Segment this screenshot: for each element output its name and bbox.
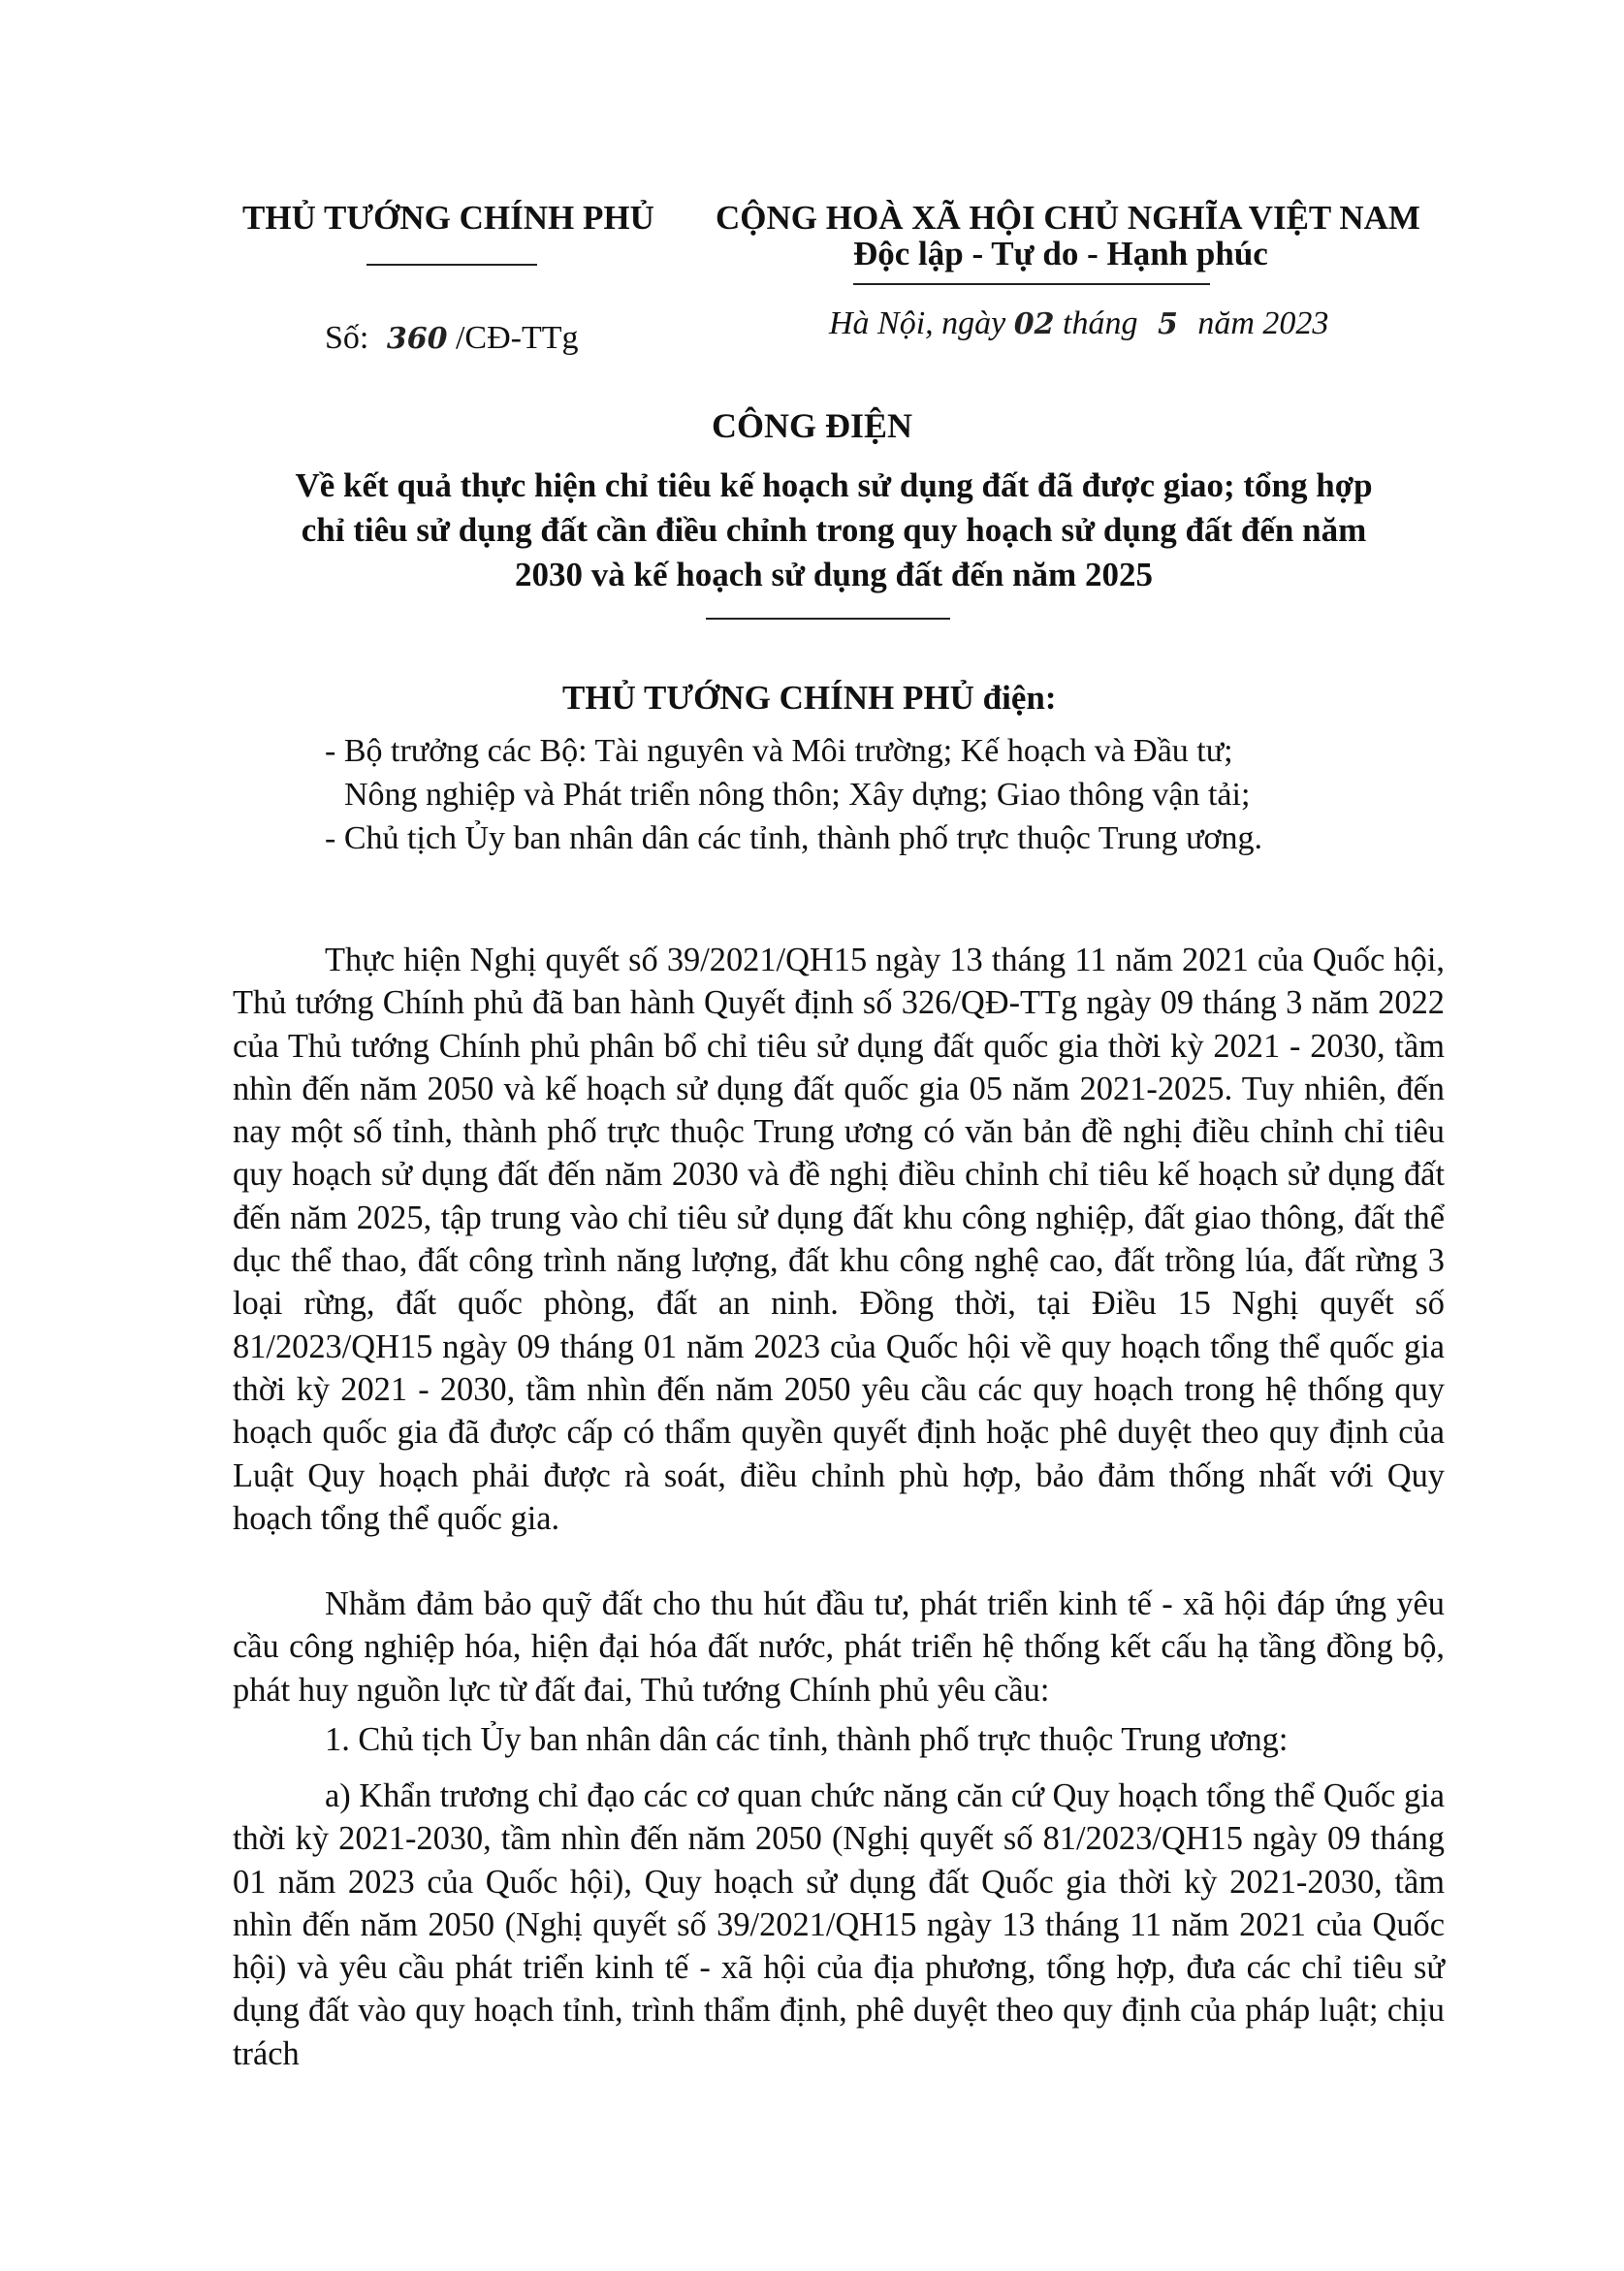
body-paragraph-3: 1. Chủ tịch Ủy ban nhân dân các tỉnh, thành phố trực thuộc Trung ương:: [325, 1721, 1289, 1758]
issue-date: [829, 305, 1328, 342]
issuing-agency: THỦ TƯỚNG CHÍNH PHỦ: [242, 199, 654, 237]
subject-line: chỉ tiêu sử dụng đất cần điều chỉnh trong quy hoạch sử dụng đất đến năm: [301, 511, 1367, 549]
recipient-line: Nông nghiệp và Phát triển nông thôn; Xây dựng; Giao thông vận tải;: [344, 777, 1251, 813]
subject-line: Về kết quả thực hiện chỉ tiêu kế hoạch sử dụng đất đã được giao; tổng hợp: [295, 466, 1373, 504]
handwritten-day: 02: [1013, 307, 1055, 341]
body-paragraph-2: Nhằm đảm bảo quỹ đất cho thu hút đầu tư, phát triển kinh tế - xã hội đáp ứng yêu cầu công nghiệp hóa, hiện đại hóa đất nước, phát triển hệ thống kết cấu hạ tầng đồng bộ, phát huy nguồn lực từ đất đai, Thủ tướng Chính phủ yêu cầu:: [233, 1585, 1445, 1709]
document-number: [325, 320, 579, 357]
date-prefix: Hà Nội, ngày: [829, 305, 1006, 341]
subject-underline: [706, 618, 950, 620]
handwritten-number: 360: [386, 322, 448, 356]
recipient-line: - Bộ trưởng các Bộ: Tài nguyên và Môi trường; Kế hoạch và Đầu tư;: [325, 733, 1233, 769]
number-suffix: /CĐ-TTg: [455, 320, 579, 356]
sender-line: THỦ TƯỚNG CHÍNH PHỦ điện:: [562, 679, 1057, 717]
national-motto: Độc lập - Tự do - Hạnh phúc: [853, 235, 1268, 272]
date-year: năm 2023: [1197, 305, 1329, 341]
number-prefix: Số:: [325, 320, 369, 356]
document-type: CÔNG ĐIỆN: [711, 406, 913, 445]
body-paragraph-1: Thực hiện Nghị quyết số 39/2021/QH15 ngày 13 tháng 11 năm 2021 của Quốc hội, Thủ tướng Chính phủ đã ban hành Quyết định số 326/QĐ-TTg ngày 09 tháng 3 năm 2022 của Thủ tướng Chính phủ phân bổ chỉ tiêu sử dụng đất quốc gia thời kỳ 2021 - 2030, tầm nhìn đến năm 2050 và kế hoạch sử dụng đất quốc gia 05 năm 2021-2025. Tuy nhiên, đến nay một số tỉnh, thành phố trực thuộc Trung ương có văn bản đề nghị điều chỉnh chỉ tiêu quy hoạch sử dụng đất đến năm 2030 và đề nghị điều chỉnh chỉ tiêu kế hoạch sử dụng đất đến năm 2025, tập trung vào chỉ tiêu sử dụng đất khu công nghiệp, đất giao thông, đất thể dục thể thao, đất công trình năng lượng, đất khu công nghệ cao, đất trồng lúa, đất rừng 3 loại rừng, đất quốc phòng, đất an ninh. Đồng thời, tại Điều 15 Nghị quyết số 81/2023/QH15 ngày 09 tháng 01 năm 2023 của Quốc hội về quy hoạch tổng thể quốc gia thời kỳ 2021 - 2030, tầm nhìn đến năm 2050 yêu cầu các quy hoạch trong hệ thống quy hoạch quốc gia đã được cấp có thẩm quyền quyết định hoặc phê duyệt theo quy định của Luật Quy hoạch phải được rà soát, điều chỉnh phù hợp, bảo đảm thống nhất với Quy hoạch tổng thể quốc gia.: [233, 942, 1445, 1537]
nation-name: CỘNG HOÀ XÃ HỘI CHỦ NGHĨA VIỆT NAM: [716, 199, 1420, 237]
body-paragraph-4: a) Khẩn trương chỉ đạo các cơ quan chức năng căn cứ Quy hoạch tổng thể Quốc gia thời kỳ 2021-2030, tầm nhìn đến năm 2050 (Nghị quyết số 81/2023/QH15 ngày 09 tháng 01 năm 2023 của Quốc hội), Quy hoạch sử dụng đất Quốc gia thời kỳ 2021-2030, tầm nhìn đến năm 2050 (Nghị quyết số 39/2021/QH15 ngày 13 tháng 11 năm 2021 của Quốc hội) và yêu cầu phát triển kinh tế - xã hội của địa phương, tổng hợp, đưa các chỉ tiêu sử dụng đất vào quy hoạch tỉnh, trình thẩm định, phê duyệt theo quy định của pháp luật; chịu trách: [233, 1777, 1445, 2072]
handwritten-month: 5: [1157, 307, 1178, 341]
document-subject: [194, 464, 1474, 597]
subject-line: 2030 và kế hoạch sử dụng đất đến năm 2025: [515, 556, 1153, 593]
date-month-label: tháng: [1063, 305, 1138, 341]
motto-underline: [853, 283, 1210, 285]
recipient-line: - Chủ tịch Ủy ban nhân dân các tỉnh, thành phố trực thuộc Trung ương.: [325, 820, 1263, 856]
agency-underline: [366, 264, 537, 266]
